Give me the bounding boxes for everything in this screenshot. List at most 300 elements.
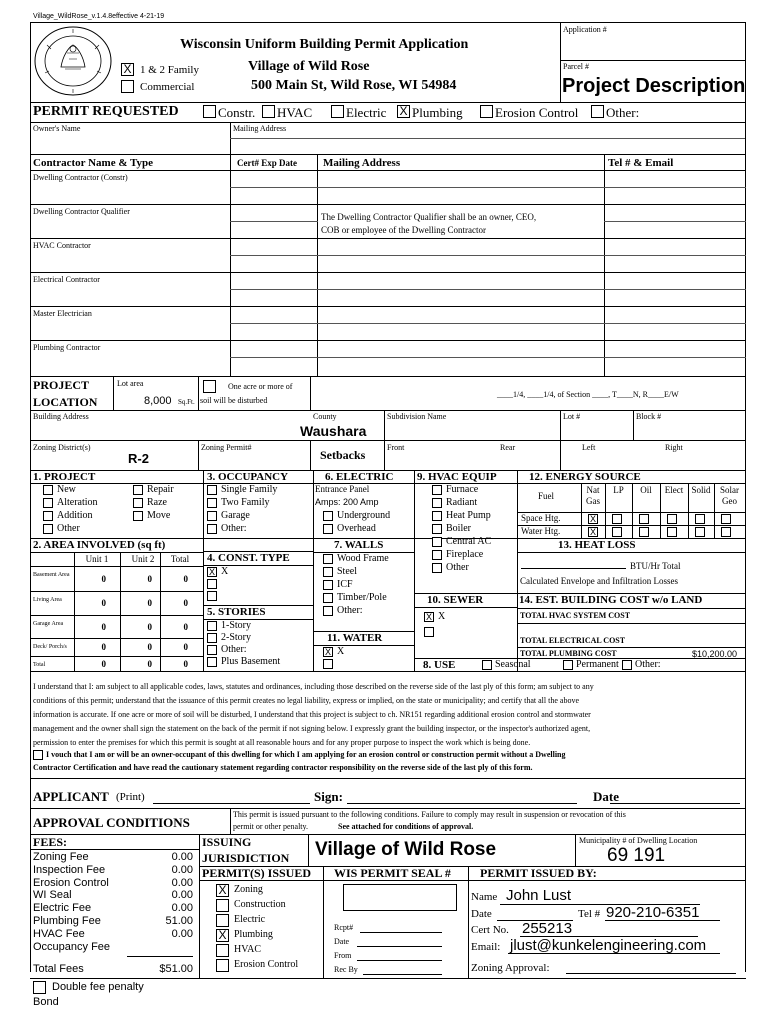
project-type-checkbox[interactable] [43,485,53,495]
county-value: Waushara [300,423,367,439]
walls-checkbox[interactable] [323,567,333,577]
area-value: 0 [147,642,152,652]
cert-divider [230,187,318,188]
area-row-label: Total [33,662,46,668]
permits-issued-title: PERMIT(S) ISSUED [202,866,312,880]
issued-label: Plumbing [234,929,273,940]
zoning-approval-label: Zoning Approval: [471,962,550,974]
hvac-checkbox[interactable] [432,524,442,534]
project-description-label: Project Description [562,75,746,97]
project-type-label: Addition [57,510,93,521]
issued-checkbox[interactable]: X [216,929,229,942]
walls-title: 7. WALLS [334,539,384,551]
hvac-label: Fireplace [446,549,484,560]
walls-checkbox[interactable] [323,606,333,616]
use-checkbox[interactable] [482,660,492,670]
project-type-2-label: Raze [147,497,167,508]
row-divider [30,238,746,239]
area-value: 0 [101,642,106,652]
received-by-label: Rec By [334,965,358,974]
statement-line: permission to enter the premises for which this permit is sought at all reasonable hours and for any proper purpose to inspect the work which is being done. [33,738,531,747]
amps-value: Amps: 200 Amp [315,497,379,507]
stories-label: 1-Story [221,620,251,631]
hvac-label: Furnace [446,484,479,495]
area-col-header: Unit 2 [131,554,155,564]
area-col-line [74,552,75,671]
energy-col-header: Nat Gas [586,485,600,506]
area-section-title: 2. AREA INVOLVED (sq ft) [33,539,166,551]
issued-label: Electric [234,914,266,925]
area-value: 0 [147,573,152,584]
lot-area-value: 8,000 [144,395,172,407]
municipality-number-label: Municipality # of Dwelling Location [579,836,698,845]
issued-label: Construction [234,899,286,910]
fee-value: 51.00 [165,915,193,927]
water-label: X [337,646,345,657]
zoning-district-value: R-2 [128,451,149,466]
tel-divider [604,255,746,256]
occupancy-checkbox[interactable] [207,498,217,508]
area-value: 0 [183,573,188,584]
const-type-checkbox[interactable] [207,591,217,601]
issuer-email-value: jlust@kunkelengineering.com [510,937,707,954]
form-title: Wisconsin Uniform Building Permit Application [180,37,469,52]
permit-other-label: Other: [606,105,640,120]
area-row-line [30,591,204,592]
project-location-title-1: PROJECT [33,378,90,392]
energy-col-header: LP [613,485,624,495]
energy-col-header: Oil [640,485,652,495]
water-heating-label: Water Htg. [521,526,561,536]
hvac-label: Central AC [446,536,492,547]
permit-electriclabel: Electric [346,105,387,120]
contractor-row-label: Master Electrician [33,309,92,318]
energy-col-header: Solid [691,485,711,495]
project-type-label: New [57,484,76,495]
municipality-address: 500 Main St, Wild Rose, WI 54984 [251,78,457,93]
statement-line: I understand that I: am subject to all applicable codes, laws, statutes and ordinances, including those described on the reverse side of the last ply of this form; am subject to any [33,682,594,691]
fee-value: 0.00 [171,927,193,940]
occupancy-label: Garage [221,510,250,521]
sewer-checkbox[interactable]: X [425,612,432,622]
area-row-label: Garage Area [33,621,64,627]
section-line: ____1/4, ____1/4, of Section ____, T____N, R____E/W [497,390,679,399]
permit-plumbingcheckbox[interactable]: X [397,105,410,118]
lot-area-unit: Sq.Ft. [178,398,195,406]
walls-checkbox[interactable] [323,593,333,603]
stories-checkbox[interactable] [207,645,217,655]
fuel-label: Fuel [538,491,555,501]
front-label: Front [387,443,405,452]
walls-label: Steel [337,566,357,577]
commercial-label: Commercial [140,81,195,93]
issuer-name-value: John Lust [506,887,572,904]
issuer-cert-value: 255213 [522,920,573,937]
issuing-jurisdiction-name: Village of Wild Rose [315,839,497,860]
stories-label: Plus Basement [221,656,281,667]
contractor-row-label: HVAC Contractor [33,241,91,250]
const-type-checkbox[interactable] [207,579,217,589]
total-fees-value: $51.00 [159,963,193,975]
area-value: 0 [101,621,106,632]
project-type-checkbox[interactable] [43,524,53,534]
date-label: Date [593,789,619,804]
issued-label: Erosion Control [234,959,299,970]
vouch-checkbox[interactable] [33,750,43,760]
vouch-line-2: Contractor Certification and have read the cautionary statement regarding contractor responsibility on the reverse side of the last ply of this form. [33,763,533,772]
contractor-header-cert: Cert# Exp Date [237,158,297,168]
building-cost-title: 14. EST. BUILDING COST w/o LAND [519,594,703,606]
electric-checkbox[interactable] [323,511,333,521]
area-col-line [120,552,121,671]
occupancy-checkbox[interactable] [207,524,217,534]
cert-divider [230,289,318,290]
hvac-label: Other [446,562,469,573]
walls-label: Wood Frame [337,553,389,564]
occupancy-checkbox[interactable] [207,511,217,521]
area-value: 0 [183,642,188,652]
occupancy-label: Single Family [221,484,278,495]
fee-label: Occupancy Fee [33,940,111,953]
stories-checkbox[interactable] [207,657,217,667]
walls-checkbox[interactable] [323,580,333,590]
contractor-row-label: Electrical Contractor [33,275,100,284]
use-label: Seasonal [495,659,531,670]
mail-divider [317,289,604,290]
issuing-title-2: JURISDICTION [202,851,290,865]
issuer-date-label: Date [471,908,492,920]
double-fee-checkbox[interactable] [33,981,46,994]
permit-electriccheckbox[interactable] [331,105,344,118]
contractor-header-mail: Mailing Address [323,157,401,169]
tel-divider [604,187,746,188]
area-col-header: Unit 1 [85,554,109,564]
bond-label: Bond [33,996,59,1008]
electric-label: Underground [337,510,391,521]
double-fee-label: Double fee penalty [52,981,144,993]
issuer-tel-value: 920-210-6351 [606,904,700,921]
permit-hvaccheckbox[interactable] [262,105,275,118]
const-type-label: X [221,566,229,577]
permit-seal-title: WIS PERMIT SEAL # [334,866,451,880]
fee-label: HVAC Fee [33,927,85,940]
total-fees-label: Total Fees [33,963,84,975]
right-label: Right [665,443,683,452]
occupancy-label: Other: [221,523,247,534]
plumbing-cost-label: TOTAL PLUMBING COST [520,649,617,658]
occupancy-checkbox[interactable] [207,485,217,495]
issuer-email-label: Email: [471,941,501,953]
sign-label: Sign: [314,789,343,804]
walls-checkbox[interactable] [323,554,333,564]
issuer-cert-label: Cert No. [471,924,509,936]
permit-erosion-controlcheckbox[interactable] [480,105,493,118]
cert-divider [230,323,318,324]
heat-loss-title: 13. HEAT LOSS [558,539,636,551]
sewer-title: 10. SEWER [427,594,484,606]
space-heating-label: Space Htg. [521,513,561,523]
energy-checkbox[interactable] [721,514,731,524]
area-row-label: Living Area [33,597,62,603]
tel-divider [604,357,746,358]
approval-text-3: See attached for conditions of approval. [338,822,474,831]
hvac-checkbox[interactable] [432,498,442,508]
applicant-print-label: (Print) [116,791,145,803]
use-label: Other: [635,659,661,670]
energy-checkbox[interactable] [667,514,677,524]
fee-value: 0.00 [171,851,193,863]
contractor-header-name: Contractor Name & Type [33,157,154,169]
area-col-line [160,552,161,671]
statement-line: conditions of this permit; understand that the issuance of this permit creates no legal liability, express or implied, on the state or municipality; and certify that all the above [33,696,580,705]
mail-divider [317,187,604,188]
energy-checkbox[interactable] [612,514,622,524]
hvac-label: Radiant [446,497,478,508]
commercial-checkbox[interactable] [121,80,134,93]
hvac-checkbox[interactable] [432,537,442,547]
energy-col-header: Elect [664,485,684,495]
area-value: 0 [101,573,106,584]
sewer-checkbox[interactable] [424,627,434,637]
permit-requested-title: PERMIT REQUESTED [33,104,179,119]
family-checkbox[interactable]: X [121,63,134,76]
area-row-line [30,566,204,567]
family-label: 1 & 2 Family [140,64,199,76]
lot-area-label: Lot area [117,379,144,388]
occupancy-section-title: 3. OCCUPANCY [207,471,289,483]
use-checkbox[interactable] [563,660,573,670]
seal-date-label: Date [334,937,350,946]
issued-label: HVAC [234,944,262,955]
water-checkbox[interactable] [323,659,333,669]
fee-value: 0.00 [171,889,193,902]
applicant-label: APPLICANT [33,789,109,804]
statement-line: management and the owner shall sign the statement on the back of the permit if not signing below. I expressly grant the building inspector, or the inspector's authorized agent, [33,724,591,733]
use-checkbox[interactable] [622,660,632,670]
approval-conditions-title: APPROVAL CONDITIONS [33,815,190,830]
fees-title: FEES: [33,835,68,849]
cert-divider [230,357,318,358]
energy-section-title: 12. ENERGY SOURCE [529,471,641,483]
contractor-header-tel: Tel # & Email [608,157,674,169]
permit-constr-checkbox[interactable] [203,105,216,118]
electric-label: Overhead [337,523,376,534]
project-type-2-checkbox[interactable] [133,511,143,521]
project-type-2-label: Repair [147,484,174,495]
receipt-label: Rcpt# [334,923,354,932]
lot-number-label: Lot # [563,412,581,421]
hvac-cost-label: TOTAL HVAC SYSTEM COST [520,611,631,620]
energy-col-header: Solar Geo [720,485,739,506]
tel-divider [604,289,746,290]
permit-other-checkbox[interactable] [591,105,604,118]
row-divider [30,272,746,273]
contractor-row-label: Dwelling Contractor (Constr) [33,173,128,182]
area-row-line [30,656,204,657]
area-value: 0 [183,621,188,632]
issued-label: Zoning [234,884,263,895]
left-label: Left [582,443,596,452]
mail-divider [317,357,604,358]
fee-label: WI Seal [33,889,72,902]
approval-text-1: This permit is issued pursuant to the following conditions. Failure to comply may result in suspension or revocation of this [233,810,626,819]
area-row-label: Basement Area [33,572,70,578]
energy-checkbox[interactable] [695,514,705,524]
vouch-line-1: I vouch that I am or will be an owner-occupant of this dwelling for which I am applying for an erosion control or construction permit without a Dwelling [46,750,566,759]
issuer-tel-label: Tel # [578,908,601,920]
form-version: Village_WildRose_v.1.4.8effective 4-21-19 [33,13,165,20]
energy-checkbox[interactable] [612,527,622,537]
occupancy-label: Two Family [221,497,270,508]
acre-checkbox[interactable] [203,380,216,393]
project-type-checkbox[interactable] [43,498,53,508]
issued-checkbox[interactable] [216,959,229,972]
building-address-label: Building Address [33,412,89,421]
use-title: 8. USE [423,659,456,671]
qualifier-note-2: COB or employee of the Dwelling Contractor [321,225,486,235]
electrical-cost-label: TOTAL ELECTRICAL COST [520,636,626,645]
area-value: 0 [147,658,152,669]
stories-title: 5. STORIES [207,606,266,618]
setbacks-label: Setbacks [320,448,366,462]
block-number-label: Block # [636,412,662,421]
project-section-title: 1. PROJECT [33,471,96,483]
fee-value: 0.00 [171,902,193,915]
area-row-label: Deck/ Porch/s [33,644,67,650]
cert-divider [230,255,318,256]
cert-divider [230,221,318,222]
fee-label: Electric Fee [33,902,92,915]
energy-checkbox[interactable] [695,527,705,537]
electric-section-title: 6. ELECTRIC [325,471,394,483]
energy-checkbox[interactable]: X [589,514,596,524]
municipality-number-value: 69 191 [607,845,666,866]
project-type-checkbox[interactable] [43,511,53,521]
subdivision-label: Subdivision Name [387,412,447,421]
hvac-checkbox[interactable] [432,550,442,560]
fee-label: Erosion Control [33,876,109,889]
fee-label: Zoning Fee [33,851,89,863]
acre-label-1: One acre or more of [228,382,293,391]
row-divider [30,306,746,307]
permit-hvaclabel: HVAC [277,105,313,120]
project-type-2-checkbox[interactable] [133,498,143,508]
water-checkbox[interactable]: X [324,647,331,657]
municipality-name: Village of Wild Rose [248,59,370,74]
issued-checkbox[interactable]: X [216,884,229,897]
area-value: 0 [147,598,152,608]
btu-label: BTU/Hr Total [630,561,681,571]
area-value: 0 [183,658,188,669]
fee-label: Plumbing Fee [33,915,101,927]
area-row-line [30,638,204,639]
mail-divider [317,255,604,256]
area-value: 0 [147,621,152,632]
hvac-checkbox[interactable] [432,511,442,521]
fee-value: 0.00 [171,863,193,876]
energy-checkbox[interactable] [721,527,731,537]
owner-name-label: Owner's Name [33,124,81,133]
sewer-label: X [438,611,446,622]
stories-label: Other: [221,644,247,655]
area-value: 0 [101,658,106,669]
energy-checkbox[interactable] [639,527,649,537]
contractor-row-label: Dwelling Contractor Qualifier [33,207,130,216]
permit-plumbinglabel: Plumbing [412,105,463,120]
use-label: Permanent [576,659,619,670]
fee-value: 0.00 [171,876,193,889]
area-row-line [30,615,204,616]
wisconsin-seal-icon [33,25,113,97]
project-type-2-label: Move [147,510,171,521]
mail-divider [317,323,604,324]
area-col-header: Total [170,554,190,564]
walls-label: ICF [337,579,353,590]
parcel-number-label: Parcel # [563,62,589,71]
permit-constr-label: Constr. [218,105,256,120]
owner-mailing-label: Mailing Address [233,124,287,133]
from-label: From [334,951,352,960]
hvac-checkbox[interactable] [432,485,442,495]
tel-divider [604,221,746,222]
contractor-row-label: Plumbing Contractor [33,343,101,352]
project-type-label: Other [57,523,80,534]
tel-divider [604,323,746,324]
stories-label: 2-Story [221,632,251,643]
issued-checkbox[interactable] [216,914,229,927]
zoning-permit-label: Zoning Permit# [201,443,252,452]
electric-checkbox[interactable] [323,524,333,534]
stories-checkbox[interactable] [207,621,217,631]
plumbing-cost-value: $10,200.00 [692,649,738,659]
permit-seal-box[interactable] [343,884,457,911]
area-value: 0 [101,598,106,608]
zoning-district-label: Zoning District(s) [33,443,91,452]
row-divider [30,204,746,205]
acre-label-2: soil will be disturbed [200,396,268,405]
issued-checkbox[interactable] [216,899,229,912]
rear-label: Rear [500,443,516,452]
const-type-checkbox[interactable]: X [208,567,215,577]
energy-checkbox[interactable] [667,527,677,537]
hvac-section-title: 9. HVAC EQUIP [417,471,497,483]
issuer-name-label: Name [471,891,498,903]
stories-checkbox[interactable] [207,633,217,643]
energy-checkbox[interactable]: X [589,527,596,537]
approval-text-2: permit or other penalty. [233,822,309,831]
const-type-title: 4. CONST. TYPE [207,552,290,564]
issued-checkbox[interactable] [216,944,229,957]
county-label: County [313,412,337,421]
application-number-label: Application # [563,25,607,34]
permit-issued-by-title: PERMIT ISSUED BY: [480,866,597,880]
water-title: 11. WATER [327,632,383,644]
walls-label: Timber/Pole [337,592,387,603]
statement-line: information is accurate. If one acre or more of soil will be disturbed, I understand that this project is subject to ch. NR151 regarding additional erosion control and stormwater [33,710,591,719]
hvac-label: Heat Pump [446,510,491,521]
project-type-label: Alteration [57,497,98,508]
project-type-2-checkbox[interactable] [133,485,143,495]
hvac-label: Boiler [446,523,471,534]
heat-loss-calc-label: Calculated Envelope and Infiltration Losses [520,576,678,586]
project-location-title-2: LOCATION [33,395,98,409]
energy-checkbox[interactable] [639,514,649,524]
permit-erosion-controllabel: Erosion Control [495,105,579,120]
hvac-checkbox[interactable] [432,563,442,573]
issuing-title-1: ISSUING [202,835,252,849]
entrance-panel-label: Entrance Panel [315,484,370,494]
area-value: 0 [183,598,188,608]
